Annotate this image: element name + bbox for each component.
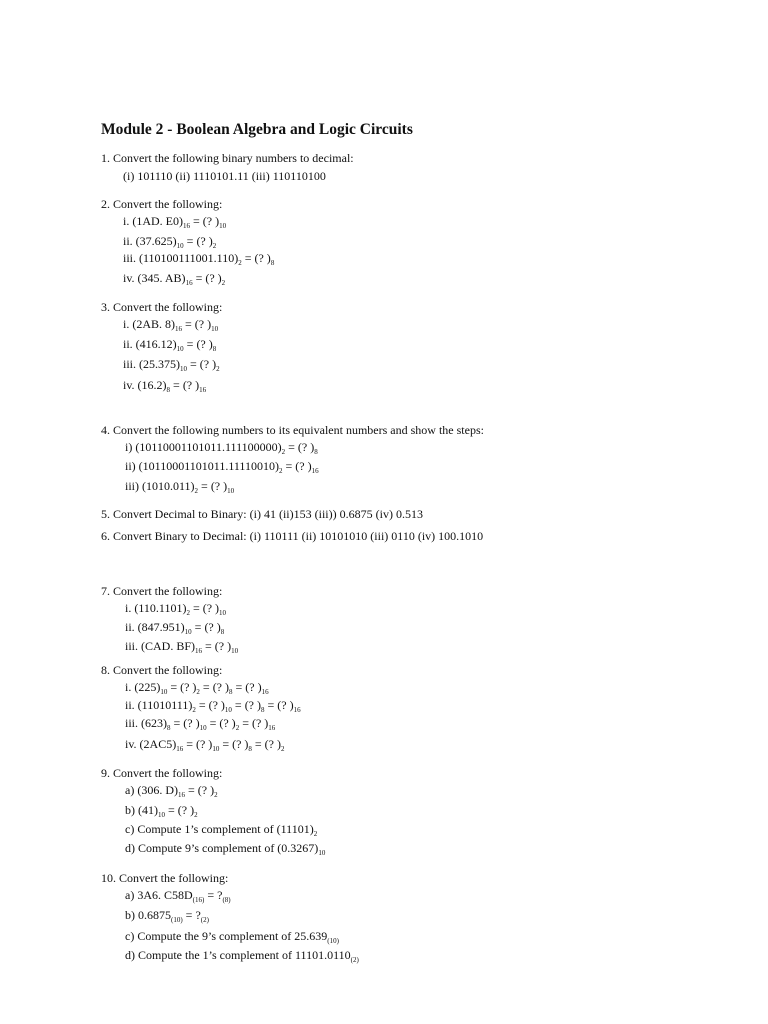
question-7-heading: 7. Convert the following: (101, 584, 223, 598)
page-title: Module 2 - Boolean Algebra and Logic Circuits (101, 121, 413, 138)
question-4-item: i) $(10110001101011.111100000)_2$ = (? )$_8$ (125, 440, 318, 456)
question-8-item: ii. $(11010111)_2$ = (? )$_{10}$ = (? )$_8$ = (? )$_{16}$ (125, 698, 301, 714)
question-10-heading: 10. Convert the following: (101, 871, 229, 885)
question-6: 6. Convert Binary to Decimal: (i) 110111 (ii) 10101010 (iii) 0110 (iv) 100.1010 (101, 529, 484, 543)
question-3-heading: 3. Convert the following: (101, 300, 223, 314)
question-1-heading: 1. Convert the following binary numbers to decimal: (101, 151, 354, 165)
question-3-item: iii. $(25.375)_{10}$ = (? )$_2$ (123, 357, 220, 373)
question-4-item: iii) $(1010.011)_2$ = (? )$_{10}$ (125, 479, 235, 495)
question-8-heading: 8. Convert the following: (101, 663, 223, 677)
question-7-item: ii. $(847.951)_{10}$ = (? )$_8$ (125, 620, 225, 636)
question-8-item: iii. $(623)_8$ = (? )$_{10}$ = (? )$_2$ = (? )$_{16}$ (125, 716, 276, 732)
question-2-item: i. (1AD. $E0)_{16}$ = (? )$_{10}$ (123, 214, 227, 230)
question-2-item: ii. $(37.625)_{10}$ = (? )$_2$ (123, 234, 217, 250)
question-1-items: (i) 101110 (ii) 1110101.11 (iii) 110110100 (123, 169, 326, 183)
question-3-item: iv. $(16.2)_8$ = (? )$_{16}$ (123, 378, 207, 394)
question-9-item: c) Compute 1’s complement of $(11101)_2$ (125, 822, 318, 838)
question-2-item: iv. (345. $AB)_{16}$ = (? )$_2$ (123, 271, 226, 287)
question-2-item: iii. $(110100111001.110)_2$ = (? )$_8$ (123, 251, 275, 267)
question-2-heading: 2. Convert the following: (101, 197, 223, 211)
question-8-item: i. $(225)_{10}$ = (? )$_2$ = (? )$_8$ = (? )$_{16}$ (125, 680, 269, 696)
question-8-item: iv. $(2AC5)_{16}$ = (? )$_{10}$ = (? )$_8$ = (? )$_2$ (125, 737, 285, 753)
question-9-item: b) $(41)_{10}$ = (? )$_2$ (125, 803, 198, 819)
question-10-item: d) Compute the 1’s complement of $11101.0110_{(2)}$ (125, 948, 359, 964)
question-4-item: ii) $(10110001101011.11110010)_2$ = (? )$_{16}$ (125, 459, 319, 475)
question-7-item: i. $(110.1101)_2$ = (? )$_{10}$ (125, 601, 227, 617)
question-7-item: iii. (CAD. $BF)_{16}$ = (? )$_{10}$ (125, 639, 239, 655)
question-9-heading: 9. Convert the following: (101, 766, 223, 780)
question-9-item: a) (306. $D)_{16}$ = (? )$_2$ (125, 783, 218, 799)
question-10-item: a) 3A6. $C58D_{(16)}$ = $?_{(8)}$ (125, 888, 231, 904)
question-9-item: d) Compute 9’s complement of $(0.3267)_{10}$ (125, 841, 326, 857)
question-10-item: c) Compute the 9’s complement of $25.639_{(10)}$ (125, 929, 339, 945)
question-3-item: ii. $(416.12)_{10}$ = (? )$_8$ (123, 337, 217, 353)
question-10-item: b) $0.6875_{(10)}$ = $?_{(2)}$ (125, 908, 209, 924)
question-3-item: i. (2AB. $8)_{16}$ = (? )$_{10}$ (123, 317, 219, 333)
question-4-heading: 4. Convert the following numbers to its equivalent numbers and show the steps: (101, 423, 484, 437)
question-5: 5. Convert Decimal to Binary: (i) 41 (ii)153 (iii)) 0.6875 (iv) 0.513 (101, 507, 423, 521)
